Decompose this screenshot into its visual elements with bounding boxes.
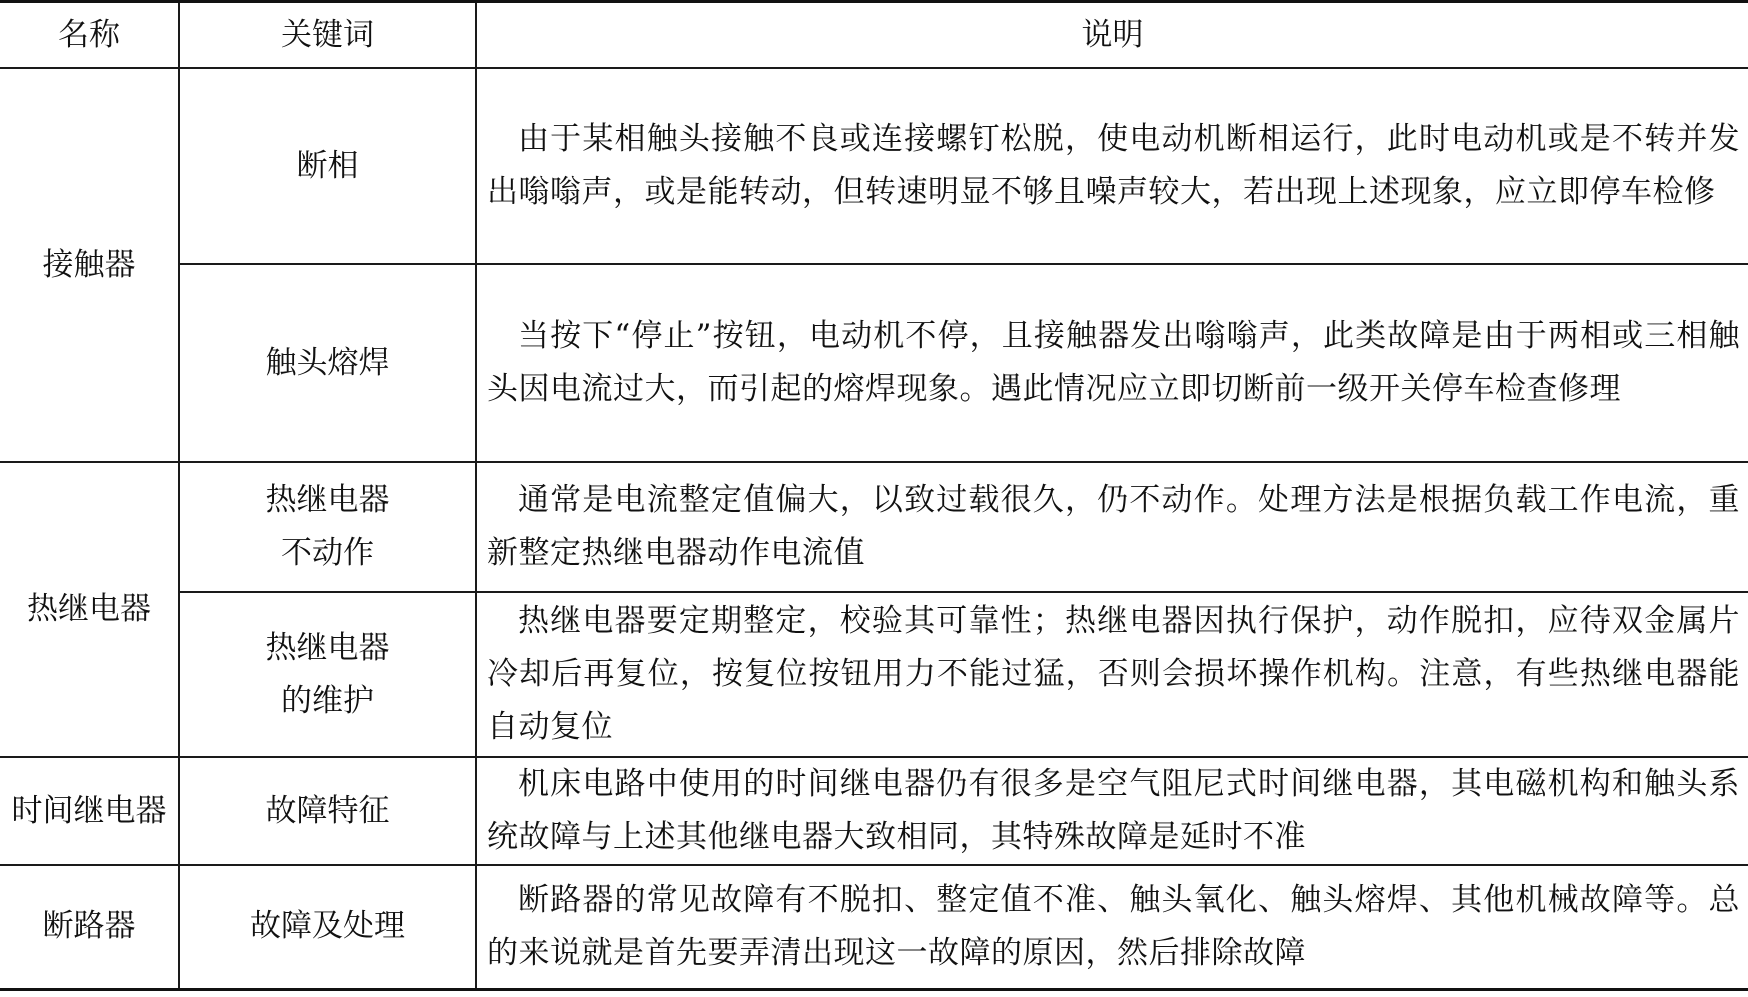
group-name-cell: 接触器	[0, 68, 179, 462]
description-text: 当按下“停止”按钮，电动机不停，且接触器发出嗡嗡声，此类故障是由于两相或三相触头因电流过大，而引起的熔焊现象。遇此情况应立即切断前一级开关停车检查修理	[487, 318, 1740, 407]
table-row	[0, 68, 1748, 264]
table-row	[0, 865, 1748, 989]
keyword-cell	[179, 264, 476, 462]
description-cell	[476, 592, 1748, 757]
keyword-line: 故障特征	[265, 792, 390, 829]
table-row	[0, 264, 1748, 462]
keyword-line: 热继电器	[265, 629, 390, 666]
description-cell	[476, 68, 1748, 264]
keyword-cell	[179, 865, 476, 989]
description-text: 机床电路中使用的时间继电器仍有很多是空气阻尼式时间继电器，其电磁机构和触头系统故障与上述其他继电器大致相同，其特殊故障是延时不准	[487, 766, 1740, 855]
group-name-cell: 时间继电器	[0, 757, 179, 865]
keyword-line: 断相	[296, 147, 359, 184]
table-header-row	[0, 2, 1748, 69]
description-cell	[476, 757, 1748, 865]
header-description: 说明	[476, 2, 1748, 69]
keyword-cell	[179, 592, 476, 757]
description-text: 热继电器要定期整定，校验其可靠性；热继电器因执行保护，动作脱扣，应待双金属片冷却后再复位，按复位按钮用力不能过猛，否则会损坏操作机构。注意，有些热继电器能自动复位	[487, 603, 1740, 745]
header-keyword: 关键词	[179, 2, 476, 69]
group-name-cell: 热继电器	[0, 462, 179, 757]
header-name: 名称	[0, 2, 179, 69]
table-row	[0, 757, 1748, 865]
keyword-line: 故障及处理	[250, 908, 405, 945]
keyword-line: 触头熔焊	[265, 344, 390, 381]
description-cell	[476, 462, 1748, 592]
description-cell	[476, 865, 1748, 989]
keyword-line: 的维护	[281, 682, 374, 719]
keyword-cell	[179, 462, 476, 592]
table-row	[0, 462, 1748, 592]
keyword-line: 不动作	[281, 535, 374, 571]
description-text: 通常是电流整定值偏大，以致过载很久，仍不动作。处理方法是根据负载工作电流，重新整定热继电器动作电流值	[487, 482, 1740, 571]
description-text: 断路器的常见故障有不脱扣、整定值不准、触头氧化、触头熔焊、其他机械故障等。总的来说就是首先要弄清出现这一故障的原因，然后排除故障	[487, 881, 1740, 971]
group-name-cell: 断路器	[0, 865, 179, 989]
table-row	[0, 592, 1748, 757]
description-cell	[476, 264, 1748, 462]
description-text: 由于某相触头接触不良或连接螺钉松脱，使电动机断相运行，此时电动机或是不转并发出嗡嗡声，或是能转动，但转速明显不够且噪声较大，若出现上述现象，应立即停车检修	[487, 121, 1740, 210]
keyword-line: 热继电器	[265, 482, 390, 518]
keyword-cell	[179, 757, 476, 865]
keyword-cell	[179, 68, 476, 264]
